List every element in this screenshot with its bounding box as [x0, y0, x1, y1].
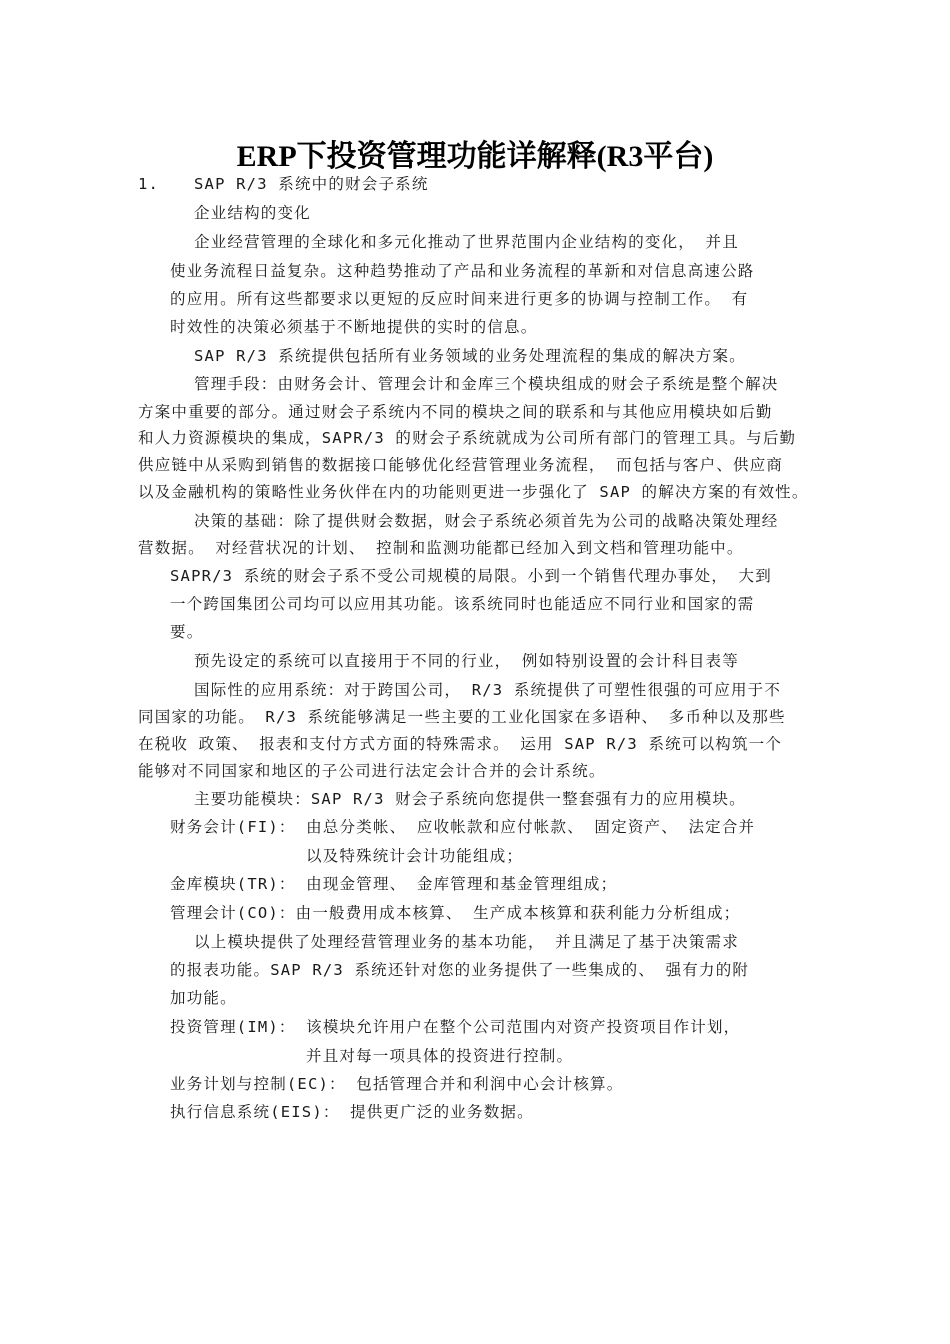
- module-item-eis: 执行信息系统(EIS)： 提供更广泛的业务数据。: [170, 1103, 534, 1121]
- module-item-fi: 财务会计(FI)： 由总分类帐、 应收帐款和应付帐款、 固定资产、 法定合并: [170, 818, 756, 836]
- module-item-fi-continued: 以及特殊统计会计功能组成；: [306, 847, 524, 865]
- document-title: ERP下投资管理功能详解释(R3平台): [236, 140, 714, 173]
- paragraph-line: 时效性的决策必须基于不断地提供的实时的信息。: [170, 318, 538, 336]
- paragraph-line: 方案中重要的部分。通过财会子系统内不同的模块之间的联系和与其他应用模块如后勤: [138, 403, 773, 421]
- paragraph-line: 以上模块提供了处理经营管理业务的基本功能， 并且满足了基于决策需求: [194, 933, 739, 951]
- paragraph-line: 决策的基础：除了提供财会数据，财会子系统必须首先为公司的战略决策处理经: [194, 512, 779, 530]
- paragraph-line: 企业经营管理的全球化和多元化推动了世界范围内企业结构的变化， 并且: [194, 233, 739, 251]
- paragraph-line: 管理手段：由财务会计、管理会计和金库三个模块组成的财会子系统是整个解决: [194, 375, 779, 393]
- paragraph-line: 能够对不同国家和地区的子公司进行法定会计合并的会计系统。: [138, 762, 606, 780]
- paragraph-line: 以及金融机构的策略性业务伙伴在内的功能则更进一步强化了 SAP 的解决方案的有效性。: [138, 483, 809, 501]
- paragraph-line: 营数据。 对经营状况的计划、 控制和监测功能都已经加入到文档和管理功能中。: [138, 539, 744, 557]
- paragraph-line: 的应用。所有这些都要求以更短的反应时间来进行更多的协调与控制工作。 有: [170, 290, 749, 308]
- module-item-im: 投资管理(IM)： 该模块允许用户在整个公司范围内对资产投资项目作计划，: [170, 1018, 741, 1036]
- paragraph-line: 国际性的应用系统：对于跨国公司， R/3 系统提供了可塑性很强的可应用于不: [194, 681, 782, 699]
- paragraph-line: 使业务流程日益复杂。这种趋势推动了产品和业务流程的革新和对信息高速公路: [170, 262, 755, 280]
- paragraph-line: 加功能。: [170, 989, 237, 1007]
- section-heading: SAP R/3 系统中的财会子系统: [194, 175, 429, 193]
- paragraph-line: 的报表功能。SAP R/3 系统还针对您的业务提供了一些集成的、 强有力的附: [170, 961, 750, 979]
- subheading: 企业结构的变化: [194, 204, 311, 222]
- paragraph-line: 和人力资源模块的集成，SAPR/3 的财会子系统就成为公司所有部门的管理工具。与后勤: [138, 429, 797, 447]
- paragraph-line: 同国家的功能。 R/3 系统能够满足一些主要的工业化国家在多语种、 多币种以及那些: [138, 708, 786, 726]
- heading-number: 1.: [138, 175, 160, 193]
- paragraph-line: SAPR/3 系统的财会子系不受公司规模的局限。小到一个销售代理办事处， 大到: [170, 567, 772, 585]
- module-item-co: 管理会计(CO)：由一般费用成本核算、 生产成本核算和获利能力分析组成；: [170, 904, 741, 922]
- paragraph-line: 预先设定的系统可以直接用于不同的行业， 例如特别设置的会计科目表等: [194, 652, 739, 670]
- paragraph-line: 在税收 政策、 报表和支付方式方面的特殊需求。 运用 SAP R/3 系统可以构筑一个: [138, 735, 783, 753]
- paragraph-line: 供应链中从采购到销售的数据接口能够优化经营管理业务流程， 而包括与客户、供应商: [138, 456, 784, 474]
- paragraph-line: 主要功能模块：SAP R/3 财会子系统向您提供一整套强有力的应用模块。: [194, 790, 746, 808]
- module-item-im-continued: 并且对每一项具体的投资进行控制。: [306, 1047, 574, 1065]
- module-item-ec: 业务计划与控制(EC)： 包括管理合并和利润中心会计核算。: [170, 1075, 624, 1093]
- paragraph-line: 要。: [170, 623, 204, 641]
- paragraph-line: SAP R/3 系统提供包括所有业务领域的业务处理流程的集成的解决方案。: [194, 347, 746, 365]
- paragraph-line: 一个跨国集团公司均可以应用其功能。该系统同时也能适应不同行业和国家的需: [170, 595, 755, 613]
- module-item-tr: 金库模块(TR)： 由现金管理、 金库管理和基金管理组成；: [170, 875, 618, 893]
